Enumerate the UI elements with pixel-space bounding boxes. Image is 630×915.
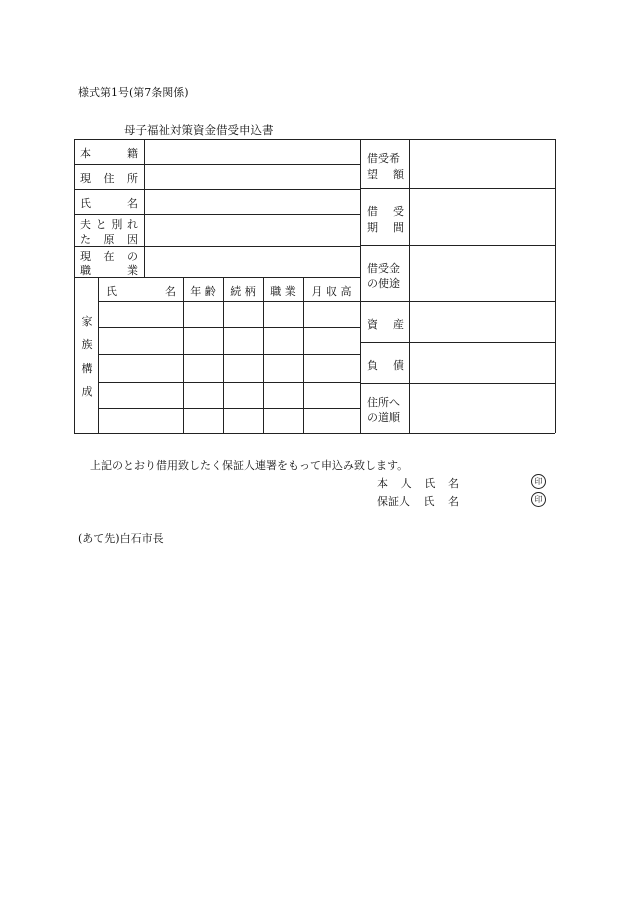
right-row-line [360, 301, 555, 302]
family-header-occupation: 職 業 [270, 285, 296, 298]
family-header-name: 氏 名 [106, 285, 176, 298]
row-line [74, 214, 360, 215]
label-current-address: 現 住 所 [80, 172, 138, 185]
row-line [74, 164, 360, 165]
family-composition-label: 家 族 構 成 [81, 315, 93, 398]
label-directions-line2: の道順 [367, 411, 400, 424]
guarantor-seal-mark: 印 [531, 492, 546, 507]
label-loan-usage-line1: 借受金 [367, 262, 400, 275]
label-liabilities: 負 債 [367, 359, 404, 372]
family-header-age: 年 齢 [190, 285, 216, 298]
family-header-relationship: 続 柄 [230, 285, 256, 298]
right-row-line [360, 245, 555, 246]
guarantor-name-label: 保証人 氏 名 [377, 495, 459, 508]
addressee: (あて先)白石市長 [78, 532, 164, 545]
right-label-divider [409, 139, 410, 433]
table-border-left [74, 139, 75, 433]
applicant-name-label: 本 人 氏 名 [377, 477, 459, 490]
label-current-occupation-line2: 職 業 [80, 264, 138, 277]
form-number: 様式第1号(第7条関係) [78, 86, 189, 99]
family-row-line [98, 301, 360, 302]
family-row-line [98, 408, 360, 409]
family-header-monthly-income: 月 収 高 [311, 285, 352, 298]
label-separation-reason-line2: た 原 因 [80, 233, 138, 246]
label-name: 氏 名 [80, 197, 138, 210]
label-loan-period-line2: 期 間 [367, 221, 404, 234]
right-row-line [360, 342, 555, 343]
label-loan-period-line1: 借 受 [367, 205, 404, 218]
table-border-right [555, 139, 556, 433]
right-row-line [360, 188, 555, 189]
label-desired-amount-line1: 借受希 [367, 152, 400, 165]
row-line [74, 189, 360, 190]
label-separation-reason-line1: 夫 と 別 れ [80, 218, 138, 231]
table-border-bottom [74, 433, 555, 434]
label-directions-line1: 住所へ [367, 396, 400, 409]
label-current-occupation-line1: 現 在 の [80, 250, 138, 263]
family-row-line [98, 327, 360, 328]
center-divider [360, 139, 361, 433]
label-loan-usage-line2: の使途 [367, 277, 400, 290]
label-desired-amount-line2: 望 額 [367, 168, 404, 181]
right-row-line [360, 383, 555, 384]
label-column-divider [144, 139, 145, 277]
family-row-line [98, 354, 360, 355]
label-honseki: 本 籍 [80, 147, 138, 160]
declaration-text: 上記のとおり借用致したく保証人連署をもって申込み致します。 [90, 459, 409, 472]
form-title: 母子福祉対策資金借受申込書 [124, 123, 274, 137]
applicant-seal-mark: 印 [531, 474, 546, 489]
label-assets: 資 産 [367, 318, 404, 331]
table-border-top [74, 139, 555, 140]
family-row-line [98, 382, 360, 383]
